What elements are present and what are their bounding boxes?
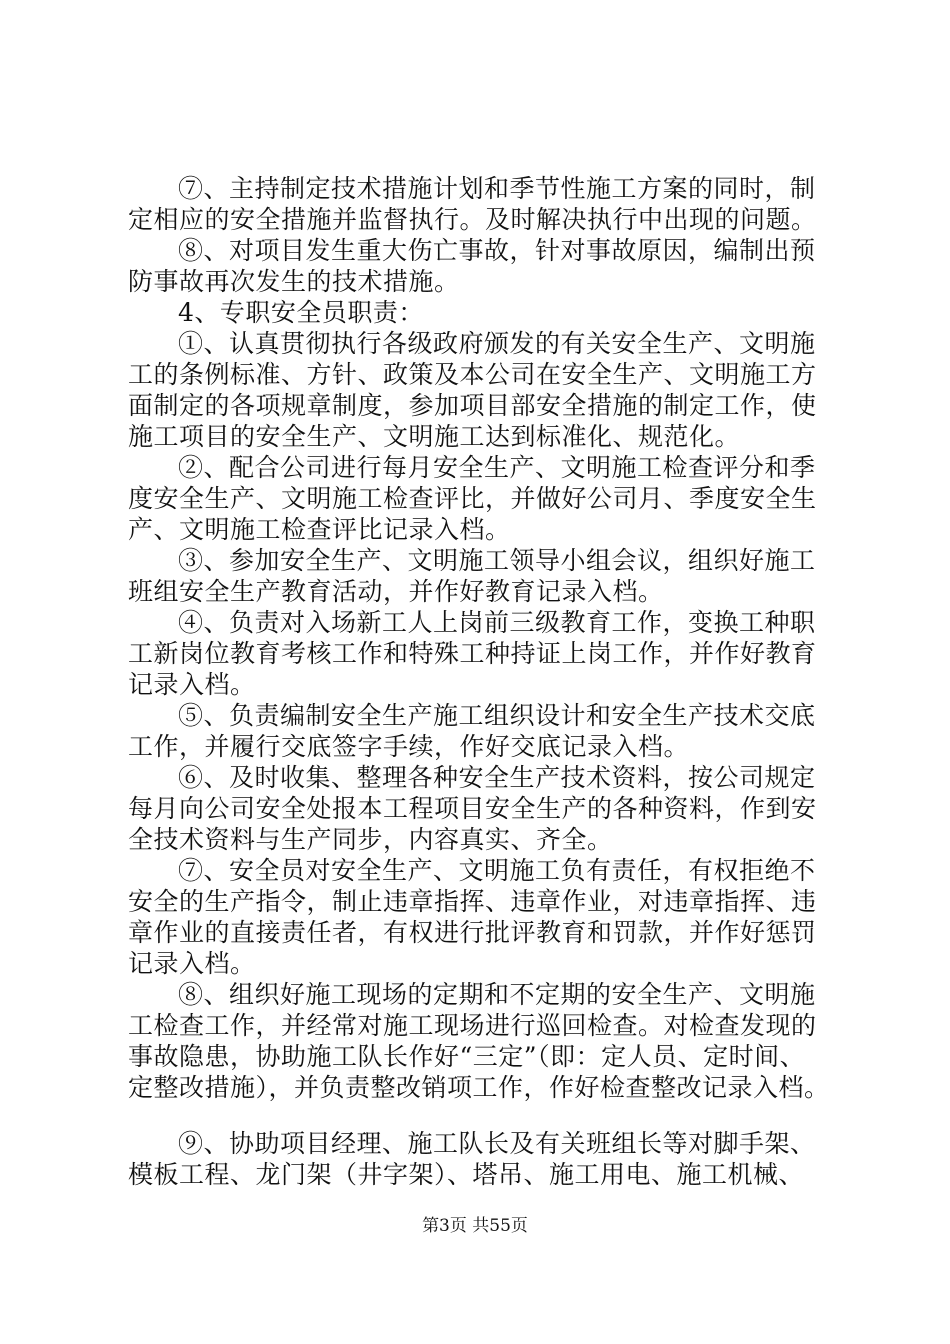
document-body: [128, 173, 838, 1190]
paragraph-line: 记录入档。: [128, 949, 256, 978]
paragraph-line: 班组安全生产教育活动，并作好教育记录入档。: [128, 577, 664, 606]
paragraph-line: 工的条例标准、方针、政策及本公司在安全生产、文明施工方: [128, 360, 817, 389]
paragraph-line: 度安全生产、文明施工检查评比，并做好公司月、季度安全生: [128, 484, 817, 513]
paragraph-line: 工检查工作，并经常对施工现场进行巡回检查。对检查发现的: [128, 1011, 817, 1040]
paragraph-line: ①、认真贯彻执行各级政府颁发的有关安全生产、文明施: [178, 329, 816, 358]
paragraph-line: 全技术资料与生产同步，内容真实、齐全。: [128, 825, 613, 854]
paragraph-line: 防事故再次发生的技术措施。: [128, 267, 460, 296]
paragraph-line: ⑧、组织好施工现场的定期和不定期的安全生产、文明施: [178, 980, 816, 1009]
paragraph-gap: [128, 1103, 838, 1128]
section-heading: 4、专职安全员职责：: [178, 298, 424, 327]
paragraph-line: 面制定的各项规章制度，参加项目部安全措施的制定工作，使: [128, 391, 817, 420]
paragraph-line: ②、配合公司进行每月安全生产、文明施工检查评分和季: [178, 453, 816, 482]
paragraph-line: ③、参加安全生产、文明施工领导小组会议，组织好施工: [178, 546, 816, 575]
paragraph-line: 每月向公司安全处报本工程项目安全生产的各种资料，作到安: [128, 794, 817, 823]
paragraph-line: 安全的生产指令，制止违章指挥、违章作业，对违章指挥、违: [128, 887, 817, 916]
paragraph-line: 模板工程、龙门架（井字架）、塔吊、施工用电、施工机械、: [128, 1160, 805, 1189]
paragraph-line: 施工项目的安全生产、文明施工达到标准化、规范化。: [128, 422, 741, 451]
paragraph-line: 产、文明施工检查评比记录入档。: [128, 515, 511, 544]
paragraph-line: 工作，并履行交底签字手续，作好交底记录入档。: [128, 732, 690, 761]
paragraph-line: 事故隐患，协助施工队长作好“三定”（即：定人员、定时间、: [128, 1042, 806, 1071]
paragraph-line: ⑦、主持制定技术措施计划和季节性施工方案的同时，制: [178, 174, 816, 203]
paragraph-line: ⑦、安全员对安全生产、文明施工负有责任，有权拒绝不: [178, 856, 816, 885]
paragraph-line: ④、负责对入场新工人上岗前三级教育工作，变换工种职: [178, 608, 816, 637]
paragraph-line: 定整改措施），并负责整改销项工作，作好检查整改记录入档。: [128, 1073, 830, 1102]
paragraph-line: 章作业的直接责任者，有权进行批评教育和罚款，并作好惩罚: [128, 918, 817, 947]
paragraph-line: ⑨、协助项目经理、施工队长及有关班组长等对脚手架、: [178, 1129, 816, 1158]
paragraph-line: 工新岗位教育考核工作和特殊工种持证上岗工作，并作好教育: [128, 639, 817, 668]
paragraph-line: 定相应的安全措施并监督执行。及时解决执行中出现的问题。: [128, 205, 817, 234]
paragraph-line: 记录入档。: [128, 670, 256, 699]
paragraph-line: ⑤、负责编制安全生产施工组织设计和安全生产技术交底: [178, 701, 816, 730]
page-number-footer: 第3页 共55页: [422, 1216, 528, 1236]
paragraph-line: ⑧、对项目发生重大伤亡事故，针对事故原因，编制出预: [178, 236, 816, 265]
paragraph-line: ⑥、及时收集、整理各种安全生产技术资料，按公司规定: [178, 763, 816, 792]
